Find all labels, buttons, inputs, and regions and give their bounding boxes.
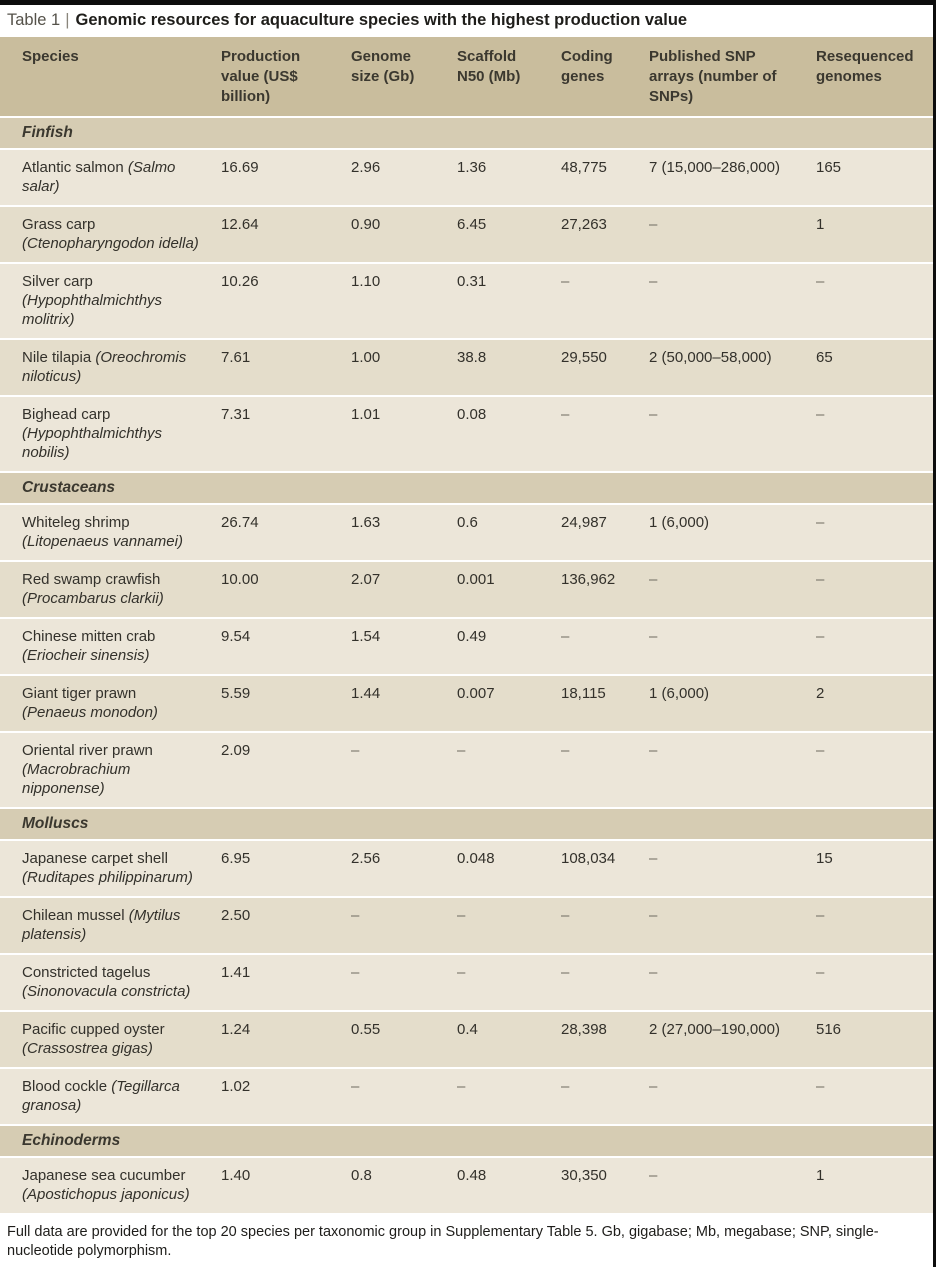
production-value-cell: 10.26 (211, 264, 341, 338)
coding-genes-cell: 48,775 (551, 150, 639, 205)
species-common-name: Japanese sea cucumber (22, 1167, 186, 1184)
species-cell (0, 340, 211, 395)
production-value-cell: 1.02 (211, 1069, 341, 1124)
species-cell (0, 733, 211, 807)
resequenced-genomes-cell: – (806, 733, 933, 807)
scaffold-n50-cell: – (447, 898, 551, 953)
production-value-cell: 9.54 (211, 619, 341, 674)
production-value-cell: 2.09 (211, 733, 341, 807)
table-row (0, 562, 933, 617)
species-latin-name: (Mytilus platensis) (22, 907, 181, 943)
genome-size-cell: – (341, 955, 447, 1010)
table-row (0, 676, 933, 731)
coding-genes-cell: 24,987 (551, 505, 639, 560)
species-common-name: Grass carp (22, 216, 96, 233)
snp-arrays-cell: – (639, 1158, 806, 1213)
genome-size-cell: 2.07 (341, 562, 447, 617)
snp-arrays-cell: 2 (27,000–190,000) (639, 1012, 806, 1067)
species-cell (0, 898, 211, 953)
species-cell (0, 619, 211, 674)
production-value-cell: 7.61 (211, 340, 341, 395)
resequenced-genomes-cell: 15 (806, 841, 933, 896)
table-row (0, 955, 933, 1010)
species-cell (0, 150, 211, 205)
species-cell (0, 562, 211, 617)
table-row (0, 1012, 933, 1067)
scaffold-n50-cell: 1.36 (447, 150, 551, 205)
table-row (0, 397, 933, 471)
section-header-cell (0, 809, 933, 839)
coding-genes-cell: 30,350 (551, 1158, 639, 1213)
production-value-cell: 5.59 (211, 676, 341, 731)
coding-genes-cell: 136,962 (551, 562, 639, 617)
genome-size-cell: 1.01 (341, 397, 447, 471)
genome-size-cell: 0.55 (341, 1012, 447, 1067)
genome-size-cell: 0.90 (341, 207, 447, 262)
table-header-row (0, 37, 933, 116)
species-common-name: Giant tiger prawn (22, 685, 137, 702)
table-row (0, 1069, 933, 1124)
species-latin-name: (Penaeus monodon) (22, 704, 158, 721)
species-latin-name: (Eriocheir sinensis) (22, 647, 150, 664)
snp-arrays-cell: – (639, 898, 806, 953)
species-latin-name: (Sinonovacula constricta) (22, 983, 191, 1000)
snp-arrays-cell: – (639, 207, 806, 262)
table-header (0, 37, 933, 116)
species-cell (0, 841, 211, 896)
species-common-name: Blood cockle (22, 1078, 108, 1095)
resequenced-genomes-cell: – (806, 397, 933, 471)
coding-genes-cell: – (551, 264, 639, 338)
genome-size-cell: 1.10 (341, 264, 447, 338)
resequenced-genomes-cell: 516 (806, 1012, 933, 1067)
snp-arrays-cell: – (639, 619, 806, 674)
production-value-cell: 1.41 (211, 955, 341, 1010)
scaffold-n50-cell: 38.8 (447, 340, 551, 395)
snp-arrays-cell: – (639, 397, 806, 471)
scaffold-n50-cell: 0.08 (447, 397, 551, 471)
species-latin-name: (Hypophthalmichthys nobilis) (22, 425, 163, 461)
resequenced-genomes-cell: – (806, 505, 933, 560)
table-row (0, 340, 933, 395)
species-common-name: Oriental river prawn (22, 742, 153, 759)
resequenced-genomes-cell: 1 (806, 1158, 933, 1213)
table-row (0, 841, 933, 896)
section-header-cell (0, 118, 933, 148)
species-common-name: Chilean mussel (22, 907, 125, 924)
column-header-species: Species (0, 37, 211, 116)
column-header-scaffold-n50: Scaffold N50 (Mb) (447, 37, 551, 116)
species-cell (0, 1012, 211, 1067)
snp-arrays-cell: – (639, 955, 806, 1010)
table-row (0, 619, 933, 674)
snp-arrays-cell: – (639, 562, 806, 617)
genome-size-cell: – (341, 1069, 447, 1124)
production-value-cell: 12.64 (211, 207, 341, 262)
species-cell (0, 264, 211, 338)
snp-arrays-cell: 1 (6,000) (639, 505, 806, 560)
species-latin-name: (Tegillarca granosa) (22, 1078, 180, 1114)
section-label: Finfish (22, 124, 73, 141)
species-latin-name: (Crassostrea gigas) (22, 1040, 153, 1057)
genome-size-cell: 2.56 (341, 841, 447, 896)
species-common-name: Red swamp crawfish (22, 571, 161, 588)
column-header-resequenced-genomes: Resequenced genomes (806, 37, 933, 116)
coding-genes-cell: – (551, 955, 639, 1010)
coding-genes-cell: 18,115 (551, 676, 639, 731)
scaffold-n50-cell: 0.31 (447, 264, 551, 338)
section-label: Echinoderms (22, 1132, 121, 1149)
species-latin-name: (Hypophthalmichthys molitrix) (22, 292, 163, 328)
section-header-row (0, 473, 933, 503)
species-latin-name: (Procambarus clarkii) (22, 590, 164, 607)
species-latin-name: (Litopenaeus vannamei) (22, 533, 183, 550)
species-cell (0, 505, 211, 560)
column-header-snp-arrays: Published SNP arrays (number of SNPs) (639, 37, 806, 116)
table-footnote: Full data are provided for the top 20 species per taxonomic group in Supplementary Table 5. Gb, gigabase; Mb, megabase; SNP, single-nucleotide polymorphism. (7, 1224, 879, 1259)
genome-size-cell: – (341, 898, 447, 953)
species-latin-name: (Macrobrachium nipponense) (22, 761, 131, 797)
species-common-name: Atlantic salmon (22, 159, 124, 176)
scaffold-n50-cell: 6.45 (447, 207, 551, 262)
coding-genes-cell: – (551, 619, 639, 674)
genome-size-cell: 1.63 (341, 505, 447, 560)
species-latin-name: (Oreochromis niloticus) (22, 349, 187, 385)
table-title-bar (0, 5, 933, 35)
scaffold-n50-cell: 0.48 (447, 1158, 551, 1213)
table-row (0, 733, 933, 807)
scaffold-n50-cell: 0.6 (447, 505, 551, 560)
species-cell (0, 676, 211, 731)
title-separator: | (65, 11, 70, 29)
species-common-name: Whiteleg shrimp (22, 514, 130, 531)
species-cell (0, 397, 211, 471)
genome-size-cell: – (341, 733, 447, 807)
production-value-cell: 1.24 (211, 1012, 341, 1067)
species-latin-name: (Ruditapes philippinarum) (22, 869, 193, 886)
production-value-cell: 26.74 (211, 505, 341, 560)
table-row (0, 505, 933, 560)
resequenced-genomes-cell: – (806, 898, 933, 953)
table-row (0, 207, 933, 262)
species-cell (0, 1158, 211, 1213)
production-value-cell: 7.31 (211, 397, 341, 471)
coding-genes-cell: – (551, 397, 639, 471)
species-latin-name: (Apostichopus japonicus) (22, 1186, 190, 1203)
section-label: Crustaceans (22, 479, 116, 496)
resequenced-genomes-cell: – (806, 1069, 933, 1124)
coding-genes-cell: – (551, 1069, 639, 1124)
table-title: Genomic resources for aquaculture species with the highest production value (75, 11, 688, 29)
genome-size-cell: 1.54 (341, 619, 447, 674)
resequenced-genomes-cell: – (806, 619, 933, 674)
production-value-cell: 6.95 (211, 841, 341, 896)
species-common-name: Constricted tagelus (22, 964, 151, 981)
scaffold-n50-cell: 0.007 (447, 676, 551, 731)
coding-genes-cell: 108,034 (551, 841, 639, 896)
resequenced-genomes-cell: 165 (806, 150, 933, 205)
column-header-production-value: Production value (US$ billion) (211, 37, 341, 116)
production-value-cell: 16.69 (211, 150, 341, 205)
column-header-genome-size: Genome size (Gb) (341, 37, 447, 116)
snp-arrays-cell: – (639, 1069, 806, 1124)
table-body (0, 118, 933, 1213)
species-common-name: Nile tilapia (22, 349, 92, 366)
coding-genes-cell: – (551, 898, 639, 953)
table-row (0, 898, 933, 953)
table-row (0, 1158, 933, 1213)
species-latin-name: (Salmo salar) (22, 159, 176, 195)
section-header-cell (0, 473, 933, 503)
snp-arrays-cell: – (639, 841, 806, 896)
resequenced-genomes-cell: 2 (806, 676, 933, 731)
section-label: Molluscs (22, 815, 89, 832)
coding-genes-cell: 29,550 (551, 340, 639, 395)
species-cell (0, 955, 211, 1010)
scaffold-n50-cell: 0.001 (447, 562, 551, 617)
table-row (0, 150, 933, 205)
section-header-row (0, 1126, 933, 1156)
resequenced-genomes-cell: 1 (806, 207, 933, 262)
table-row (0, 264, 933, 338)
production-value-cell: 10.00 (211, 562, 341, 617)
genome-size-cell: 1.00 (341, 340, 447, 395)
resequenced-genomes-cell: – (806, 955, 933, 1010)
scaffold-n50-cell: – (447, 1069, 551, 1124)
species-cell (0, 1069, 211, 1124)
scaffold-n50-cell: – (447, 733, 551, 807)
snp-arrays-cell: 1 (6,000) (639, 676, 806, 731)
species-common-name: Pacific cupped oyster (22, 1021, 165, 1038)
snp-arrays-cell: 7 (15,000–286,000) (639, 150, 806, 205)
scaffold-n50-cell: – (447, 955, 551, 1010)
column-header-coding-genes: Coding genes (551, 37, 639, 116)
resequenced-genomes-cell: – (806, 264, 933, 338)
coding-genes-cell: 28,398 (551, 1012, 639, 1067)
resequenced-genomes-cell: – (806, 562, 933, 617)
species-latin-name: (Ctenopharyngodon idella) (22, 235, 199, 252)
resequenced-genomes-cell: 65 (806, 340, 933, 395)
coding-genes-cell: – (551, 733, 639, 807)
scaffold-n50-cell: 0.4 (447, 1012, 551, 1067)
section-header-cell (0, 1126, 933, 1156)
scaffold-n50-cell: 0.048 (447, 841, 551, 896)
species-common-name: Silver carp (22, 273, 93, 290)
production-value-cell: 1.40 (211, 1158, 341, 1213)
genome-size-cell: 2.96 (341, 150, 447, 205)
species-cell (0, 207, 211, 262)
species-common-name: Bighead carp (22, 406, 111, 423)
coding-genes-cell: 27,263 (551, 207, 639, 262)
table-number-label: Table 1 (7, 11, 61, 29)
genomic-resources-table (0, 35, 933, 1215)
section-header-row (0, 809, 933, 839)
section-header-row (0, 118, 933, 148)
scaffold-n50-cell: 0.49 (447, 619, 551, 674)
species-common-name: Chinese mitten crab (22, 628, 156, 645)
snp-arrays-cell: – (639, 264, 806, 338)
genome-size-cell: 0.8 (341, 1158, 447, 1213)
production-value-cell: 2.50 (211, 898, 341, 953)
snp-arrays-cell: 2 (50,000–58,000) (639, 340, 806, 395)
species-common-name: Japanese carpet shell (22, 850, 168, 867)
genome-size-cell: 1.44 (341, 676, 447, 731)
snp-arrays-cell: – (639, 733, 806, 807)
